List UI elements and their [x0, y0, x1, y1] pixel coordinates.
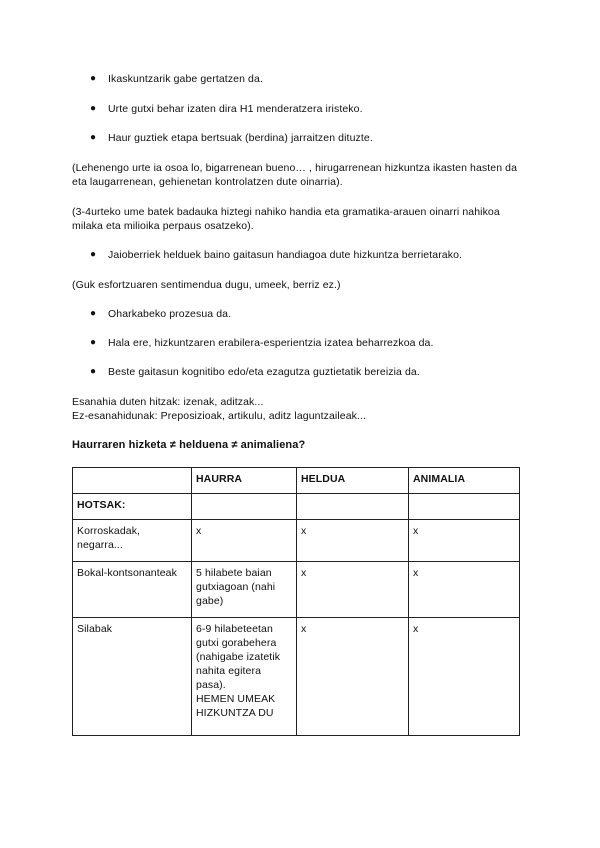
- paragraph-lehenengo: (Lehenengo urte ia osoa lo, bigarrenean bueno… , hirugarrenean hizkuntza ikasten hasten da eta laugarrenean, gehienetan kontrolatzen dute oinarria).: [72, 162, 518, 188]
- bullet-item: [90, 365, 530, 379]
- line-ez-esanahia: Ez-esanahidunak: Preposizioak, artikulu, aditz laguntzaileak...: [72, 410, 367, 422]
- table-cell: x: [297, 520, 409, 562]
- bullet-dot-icon: ●: [90, 337, 97, 348]
- header-cell: [73, 468, 192, 494]
- bullet-text: Urte gutxi behar izaten dira H1 menderatzera iristeko.: [108, 103, 363, 115]
- bullet-dot-icon: ●: [90, 103, 97, 114]
- table-cell: [192, 494, 297, 520]
- table-cell: x: [192, 520, 297, 562]
- bullet-dot-icon: ●: [90, 366, 97, 377]
- bullet-item: [90, 248, 530, 262]
- table-cell: x: [297, 562, 409, 618]
- comparison-table: [72, 467, 520, 736]
- bullet-text: Oharkabeko prozesua da.: [108, 308, 232, 320]
- table-row: [73, 520, 520, 562]
- table-cell: Korroskadak, negarra...: [73, 520, 192, 562]
- header-cell: ANIMALIA: [409, 468, 520, 494]
- header-cell: HELDUA: [297, 468, 409, 494]
- bullet-dot-icon: ●: [90, 73, 97, 84]
- table-cell: x: [297, 618, 409, 736]
- bullet-text: Ikaskuntzarik gabe gertatzen da.: [108, 73, 263, 85]
- header-cell: HAURRA: [192, 468, 297, 494]
- bullet-text: Hala ere, hizkuntzaren erabilera-esperientzia izatea beharrezkoa da.: [108, 337, 434, 349]
- table-cell: x: [409, 520, 520, 562]
- bullet-text: Haur guztiek etapa bertsuak (berdina) jarraitzen dituzte.: [108, 132, 373, 144]
- table-cell: Silabak: [73, 618, 192, 736]
- line-esanahia: Esanahia duten hitzak: izenak, aditzak...: [72, 396, 264, 408]
- table-row: [73, 562, 520, 618]
- bullet-dot-icon: ●: [90, 308, 97, 319]
- bullet-item: [90, 131, 530, 145]
- bullet-item: [90, 72, 530, 86]
- table-cell: [409, 494, 520, 520]
- bullet-dot-icon: ●: [90, 249, 97, 260]
- table-cell: 5 hilabete baian gutxiagoan (nahi gabe): [192, 562, 297, 618]
- paragraph-esfortzua: (Guk esfortzuaren sentimendua dugu, umeek, berriz ez.): [72, 279, 341, 291]
- table-row: [73, 618, 520, 736]
- bullet-item: [90, 307, 530, 321]
- bullet-item: [90, 102, 530, 116]
- bullet-dot-icon: ●: [90, 132, 97, 143]
- table-header-row: [73, 468, 520, 494]
- bullet-text: Beste gaitasun kognitibo edo/eta ezagutza guztietatik bereizia da.: [108, 366, 420, 378]
- table-cell: Bokal-kontsonanteak: [73, 562, 192, 618]
- table-section-row: [73, 494, 520, 520]
- table-title: Haurraren hizketa ≠ helduena ≠ animaliena?: [72, 439, 306, 451]
- table-cell: x: [409, 618, 520, 736]
- table-cell: x: [409, 562, 520, 618]
- paragraph-umea: (3-4urteko ume batek badauka hiztegi nahiko handia eta gramatika-arauen oinarri nahikoa milaka eta milioika perpaus osatzeko).: [72, 206, 500, 232]
- section-cell: HOTSAK:: [73, 494, 192, 520]
- bullet-item: [90, 336, 530, 350]
- table-cell: [297, 494, 409, 520]
- table-cell: 6-9 hilabeteetan gutxi gorabehera (nahigabe izatetik nahita egitera pasa). HEMEN UMEAK HIZKUNTZA DU: [192, 618, 297, 736]
- bullet-text: Jaioberriek helduek baino gaitasun handiagoa dute hizkuntza berrietarako.: [108, 249, 463, 261]
